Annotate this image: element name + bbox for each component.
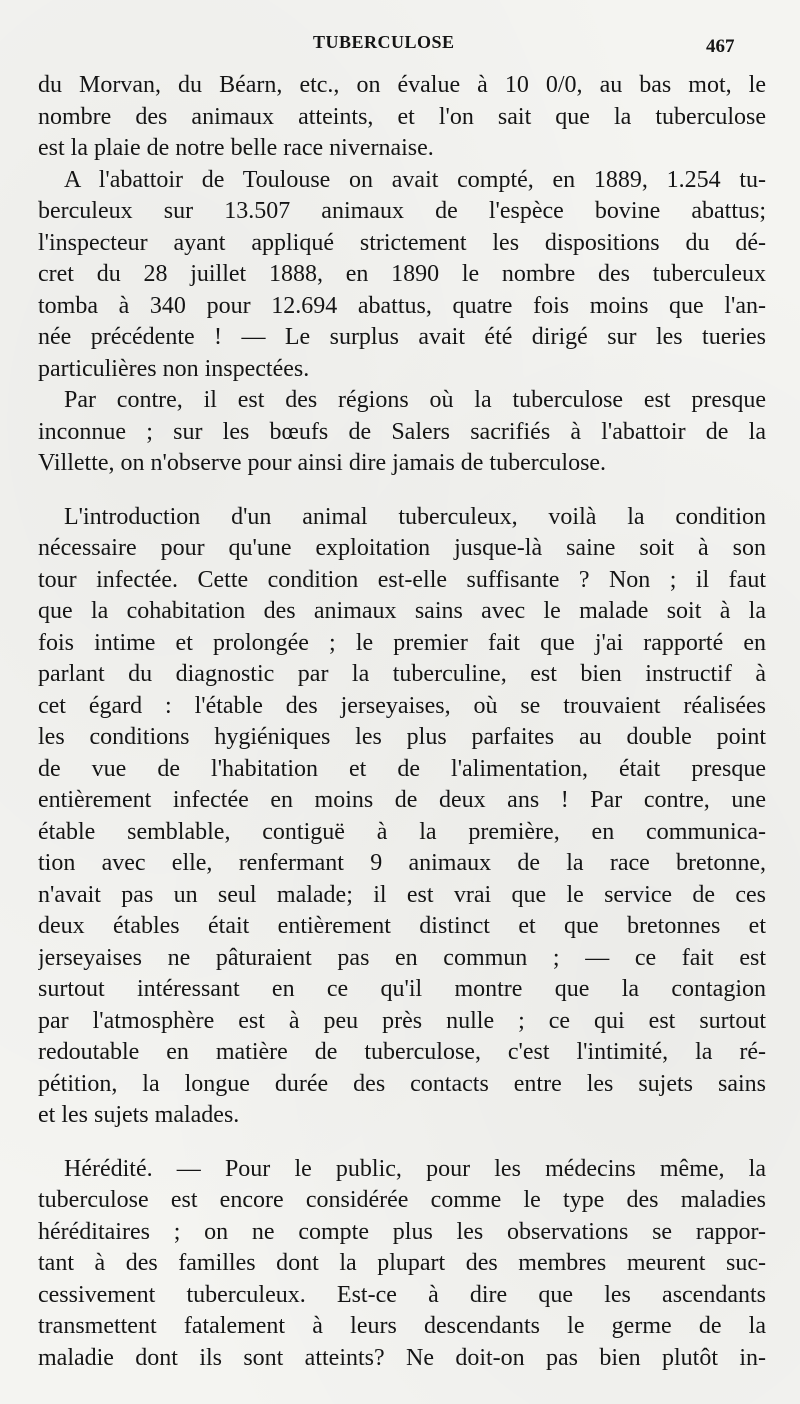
paragraph-gap (38, 1132, 766, 1154)
text-line: jerseyaises ne pâturaient pas en commun ; — ce fait est (38, 944, 766, 971)
text-line: transmettent fatalement à leurs descendants le germe de la (38, 1313, 766, 1339)
text-line: deux étables était entièrement distinct et que bretonnes et (38, 913, 766, 939)
paragraph (38, 70, 766, 165)
text-line: du Morvan, du Béarn, etc., on évalue à 10 0/0, au bas mot, le (38, 72, 766, 98)
text-line: entièrement infectée en moins de deux ans ! Par contre, une (38, 787, 766, 813)
page-header (0, 32, 800, 60)
text-line: pétition, la longue durée des contacts entre les sujets sains (38, 1070, 766, 1097)
paragraph (38, 165, 766, 386)
text-line: redoutable en matière de tuberculose, c'est l'intimité, la ré- (38, 1039, 766, 1065)
text-line: tomba à 340 pour 12.694 abattus, quatre fois moins que l'an- (38, 292, 766, 319)
text-line: tion avec elle, renfermant 9 animaux de la race bretonne, (38, 850, 766, 876)
text-line: fois intime et prolongée ; le premier fait que j'ai rapporté en (38, 629, 766, 656)
text-line: cessivement tuberculeux. Est-ce à dire que les ascendants (38, 1281, 766, 1308)
paragraph (38, 385, 766, 480)
text-line: n'avait pas un seul malade; il est vrai que le service de ces (38, 881, 766, 908)
paragraph-gap (38, 480, 766, 502)
text-line: parlant du diagnostic par la tuberculine, est bien instructif à (38, 661, 766, 687)
text-line: L'introduction d'un animal tuberculeux, voilà la condition (64, 503, 766, 530)
page-number: 467 (706, 36, 735, 57)
text-line: héréditaires ; on ne compte plus les observations se rappor- (38, 1218, 766, 1245)
text-line: Villette, on n'observe pour ainsi dire jamais de tuberculose. (38, 450, 607, 476)
text-line: Hérédité. — Pour le public, pour les médecins même, la (64, 1155, 766, 1182)
text-line: Par contre, il est des régions où la tuberculose est presque (64, 387, 766, 413)
text-line: A l'abattoir de Toulouse on avait compté, en 1889, 1.254 tu- (64, 166, 766, 193)
text-line: cret du 28 juillet 1888, en 1890 le nombre des tuberculeux (38, 261, 766, 287)
text-line: tant à des familles dont la plupart des membres meurent suc- (38, 1250, 766, 1276)
text-line: née précédente ! — Le surplus avait été dirigé sur les tueries (38, 324, 766, 350)
text-line: les conditions hygiéniques les plus parfaites au double point (38, 724, 766, 750)
text-line: est la plaie de notre belle race nivernaise. (38, 135, 434, 161)
text-line: de vue de l'habitation et de l'alimentation, était presque (38, 755, 766, 782)
text-line: par l'atmosphère est à peu près nulle ; ce qui est surtout (38, 1007, 766, 1034)
text-line: inconnue ; sur les bœufs de Salers sacrifiés à l'abattoir de la (38, 418, 766, 445)
text-line: étable semblable, contiguë à la première, en communica- (38, 818, 766, 845)
text-line: et les sujets malades. (38, 1102, 240, 1128)
text-line: maladie dont ils sont atteints? Ne doit-on pas bien plutôt in- (38, 1344, 766, 1371)
text-line: surtout intéressant en ce qu'il montre que la contagion (38, 976, 766, 1002)
text-line: tour infectée. Cette condition est-elle suffisante ? Non ; il faut (38, 566, 766, 593)
running-title: TUBERCULOSE (313, 32, 455, 52)
text-line: nécessaire pour qu'une exploitation jusque-là saine soit à son (38, 535, 766, 561)
body-text (38, 70, 766, 1374)
paragraph (38, 502, 766, 1132)
text-line: particulières non inspectées. (38, 355, 310, 382)
text-line: cet égard : l'étable des jerseyaises, où se trouvaient réalisées (38, 692, 766, 719)
text-line: que la cohabitation des animaux sains avec le malade soit à la (38, 598, 766, 624)
text-line: nombre des animaux atteints, et l'on sait que la tuberculose (38, 103, 766, 130)
text-line: berculeux sur 13.507 animaux de l'espèce bovine abattus; (38, 198, 766, 224)
text-line: tuberculose est encore considérée comme le type des maladies (38, 1187, 766, 1213)
text-line: l'inspecteur ayant appliqué strictement les dispositions du dé- (38, 229, 766, 256)
paragraph (38, 1154, 766, 1375)
